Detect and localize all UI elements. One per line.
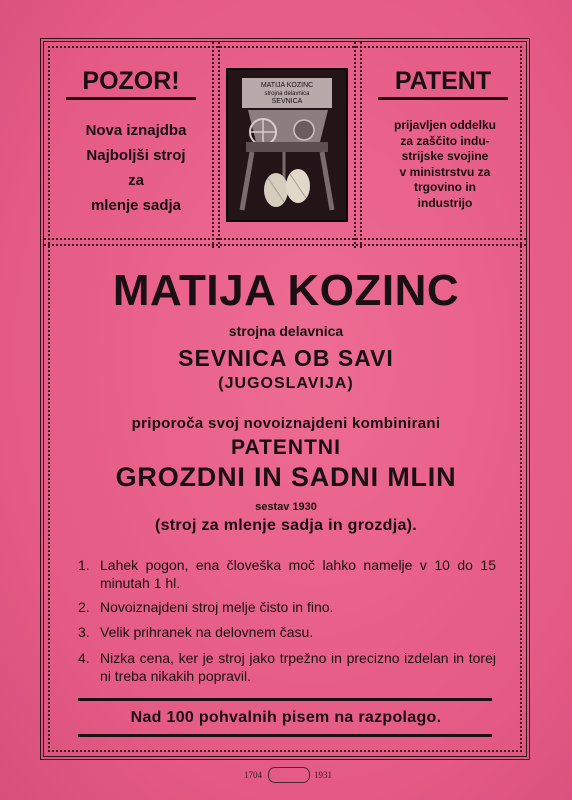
item-number: 1. [78,557,90,573]
system-year: sestav 1930 [255,501,317,513]
patent-word: PATENTNI [231,436,341,459]
header-divider [44,238,526,246]
letters-available: Nad 100 pohvalnih pisem na razpolago. [130,709,442,726]
caption-line: MATIJA KOZINC [260,82,314,89]
stamp-number-left: 1704 [244,770,262,780]
patent-title: PATENT [378,66,508,100]
item-number: 4. [78,650,90,666]
grape-mill-illustration [228,70,346,220]
item-text: Novoiznajdeni stroj melje čisto in fino. [100,599,334,615]
town: SEVNICA OB SAVI [178,345,394,371]
pozor-title: POZOR! [66,66,196,100]
footer-rule-top [78,698,492,701]
header-divider-right [354,42,362,248]
product-name: GROZDNI IN SADNI MLIN [115,462,457,492]
caption-line: SEVNICA [271,98,303,105]
right-line: trgovino in [414,180,476,194]
left-header-text [52,118,220,218]
machine-photo [226,68,348,222]
right-line: za zaščito indu- [400,133,490,148]
right-line: prijavljen oddelku [393,118,497,132]
company-name: MATIJA KOZINC [112,266,460,315]
item-text: Nizka cena, ker je stroj jako trpežno in precizno izdelan in torej ni treba nikakih popravil. [100,650,496,684]
left-line: mlenje sadja [90,197,182,214]
product-purpose: (stroj za mlenje sadja in grozdja). [154,517,418,534]
country: (JUGOSLAVIJA) [218,375,354,392]
right-line: industrijo [417,195,473,210]
stamp-number-right: 1931 [314,770,332,780]
caption-line: strojna delavnica [264,91,310,97]
left-line: Najboljši stroj [86,147,186,164]
item-text: Lahek pogon, ena človeška moč lahko namelje v 10 do 15 minutah 1 hl. [100,557,496,591]
workshop-label: strojna delavnica [228,323,344,339]
right-header-text [376,118,514,211]
right-line: v ministrstvu za [399,164,491,179]
footer-rule-bottom [78,734,492,737]
right-line: strijske svojine [401,149,489,163]
left-line: Nova iznajdba [85,122,187,139]
stamp-seal [268,767,310,783]
item-text: Velik prihranek na delovnem času. [100,624,314,640]
item-number: 2. [78,599,90,615]
item-number: 3. [78,624,90,640]
left-line: za [128,172,144,189]
recommends-line: priporoča svoj novoiznajdeni kombinirani [131,415,441,432]
